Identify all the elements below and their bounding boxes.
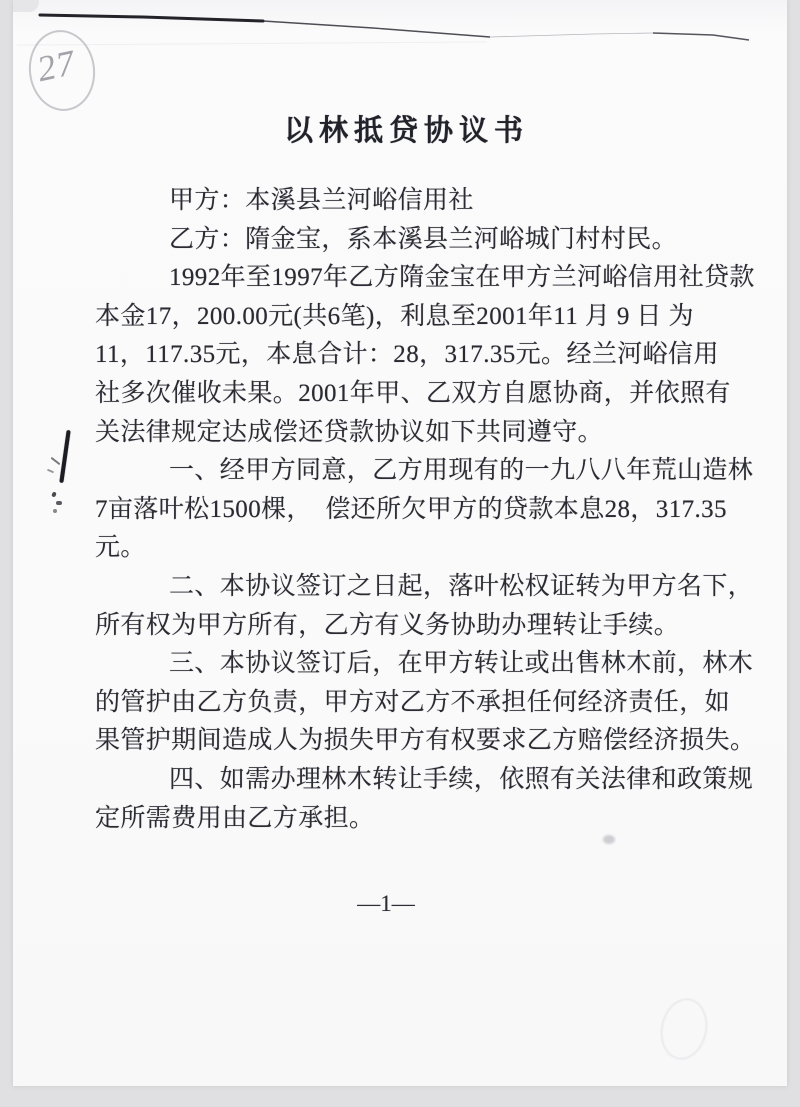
ink-speck (56, 501, 62, 505)
document-line: 三、本协议签订后，在甲方转让或出售林木前，林木 (169, 650, 754, 678)
document-line: 果管护期间造成人为损失甲方有权要求乙方赔偿经济损失。 (95, 727, 756, 755)
document-line: 11，117.35元，本息合计：28，317.35元。经兰河峪信用 (95, 341, 719, 369)
document-page (13, 0, 787, 1086)
pen-tick-mark (47, 469, 54, 474)
page-number: —1— (357, 891, 415, 916)
ink-speck (53, 509, 57, 513)
document-body (95, 182, 756, 838)
document-line: 本金17，200.00元(共6笔)，利息至2001年11 月 9 日 为 (95, 302, 694, 330)
handwritten-annotation-number: 27 (33, 42, 80, 90)
document-line: 所有权为甲方所有，乙方有义务协助办理转让手续。 (95, 611, 680, 639)
document-line: 社多次催收未果。2001年甲、乙双方自愿协商，并依照有 (95, 379, 731, 407)
ink-speck (51, 491, 56, 497)
document-line: 一、经甲方同意，乙方用现有的一九八八年荒山造林 (169, 457, 754, 485)
pen-tick-mark (51, 457, 61, 465)
document-title: 以林抵贷协议书 (283, 115, 529, 147)
document-line: 二、本协议签订之日起，落叶松权证转为甲方名下， (169, 572, 754, 600)
pencil-smudge (655, 994, 713, 1064)
document-line: 定所需费用由乙方承担。 (95, 804, 375, 832)
document-line: 7亩落叶松1500棵， 偿还所欠甲方的贷款本息28，317.35 (95, 495, 727, 523)
document-line: 乙方：隋金宝，系本溪县兰河峪城门村村民。 (169, 225, 678, 253)
document-line: 1992年至1997年乙方隋金宝在甲方兰河峪信用社贷款 (169, 264, 755, 292)
document-line: 甲方：本溪县兰河峪信用社 (169, 187, 474, 214)
pen-mark (59, 430, 70, 483)
document-line: 四、如需办理林木转让手续，依照有关法律和政策规 (169, 765, 754, 793)
document-line: 关法律规定达成偿还贷款协议如下共同遵守。 (95, 418, 604, 446)
document-line: 的管护由乙方负责，甲方对乙方不承担任何经济责任，如 (95, 688, 731, 716)
document-line: 元。 (95, 534, 146, 562)
